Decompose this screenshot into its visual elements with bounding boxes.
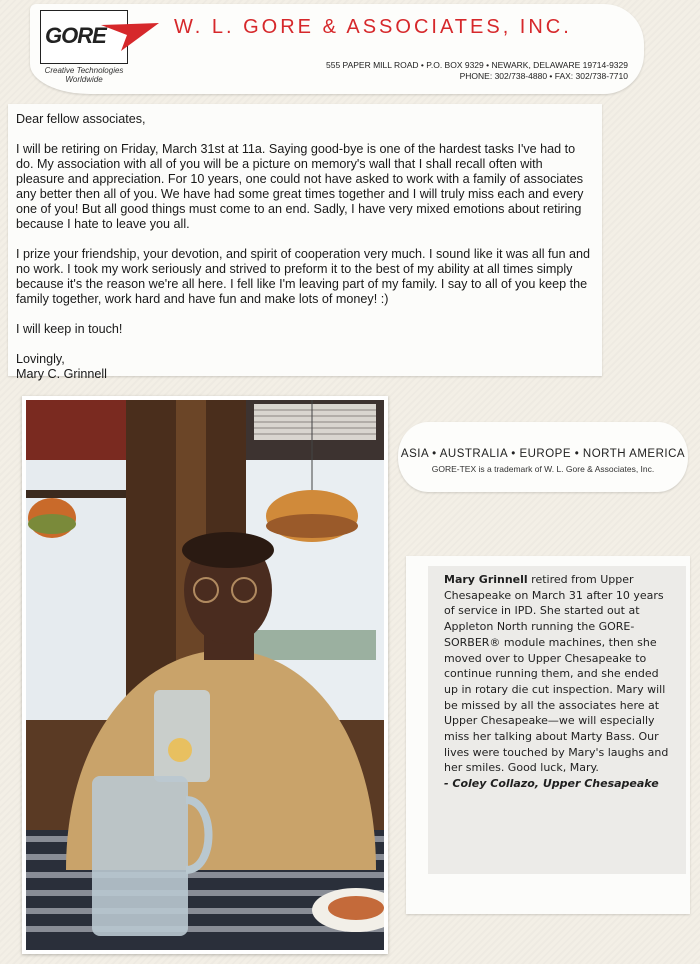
- logo-tagline: Creative Technologies Worldwide: [44, 66, 124, 84]
- photo-illustration: [26, 400, 384, 950]
- retirement-letter: [8, 104, 602, 381]
- regions-label: [398, 422, 688, 492]
- letter-paragraph-1: I will be retiring on Friday, March 31st at 11a. Saying good-bye is one of the hardest tasks I've had to do. My association with all of you will be a picture on memory's wall that I shall recall often with pleasure and appreciation. For 10 years, one could not have asked to work with a family of associates any better then all of you. We have had some great times together and I will truly miss each and every one of you! But all good things must come to an end. Sadly, I have very mixed emotions about retiring because I hate to leave you all.: [16, 142, 584, 231]
- letter-closing: Lovingly,: [16, 352, 65, 366]
- letter-paragraph-2: I prize your friendship, your devotion, and spirit of cooperation very much. I sound like it was all fun and no work. I took my work seriously and strived to preform it to the best of my ability at all times simply because it's the reason we're all here. I fell like I'm leaving part of my family. I say to all of you keep the family together, work hard and have fun and make lots of money! :): [16, 247, 591, 306]
- address-line: 555 PAPER MILL ROAD • P.O. BOX 9329 • NEWARK, DELAWARE 19714-9329: [325, 60, 628, 70]
- clipping-body: retired from Upper Chesapeake on March 31 after 10 years of service in IPD. She started out at Appleton North running the GORE-SORBER® module machines, then she moved over to Upper Chesapeake to continue running them, and she ended up in rotary die cut inspection. Mary will be missed by all the associates here at Upper Chesapeake—we will especially miss her talking about Marty Bass. Our lives were touched by Mary's laughs and her smiles. Good luck, Mary.: [444, 573, 669, 775]
- restaurant-photo: [22, 396, 388, 954]
- trademark-notice: GORE-TEX is a trademark of W. L. Gore & Associates, Inc.: [431, 464, 655, 474]
- gore-logo: [40, 10, 128, 64]
- company-name: W. L. GORE & ASSOCIATES, INC.: [174, 16, 572, 38]
- company-address: [326, 60, 628, 82]
- newsletter-clipping: [406, 556, 690, 914]
- phone-line: PHONE: 302/738-4880 • FAX: 302/738-7710: [459, 71, 628, 81]
- logo-wordmark: GORE: [45, 23, 106, 48]
- letter-paragraph-3: I will keep in touch!: [16, 322, 123, 336]
- letter-signature: Mary C. Grinnell: [16, 367, 107, 381]
- letter-signoff: [16, 352, 594, 382]
- letterhead: [30, 4, 644, 94]
- clipping-byline: - Coley Collazo, Upper Chesapeake: [444, 777, 659, 791]
- logo-arrow-icon: [101, 21, 161, 55]
- clipping-text: [444, 572, 676, 792]
- letter-salutation: Dear fellow associates,: [16, 112, 146, 126]
- regions-list: ASIA • AUSTRALIA • EUROPE • NORTH AMERICA: [400, 448, 686, 460]
- clipping-name: Mary Grinnell: [444, 573, 528, 586]
